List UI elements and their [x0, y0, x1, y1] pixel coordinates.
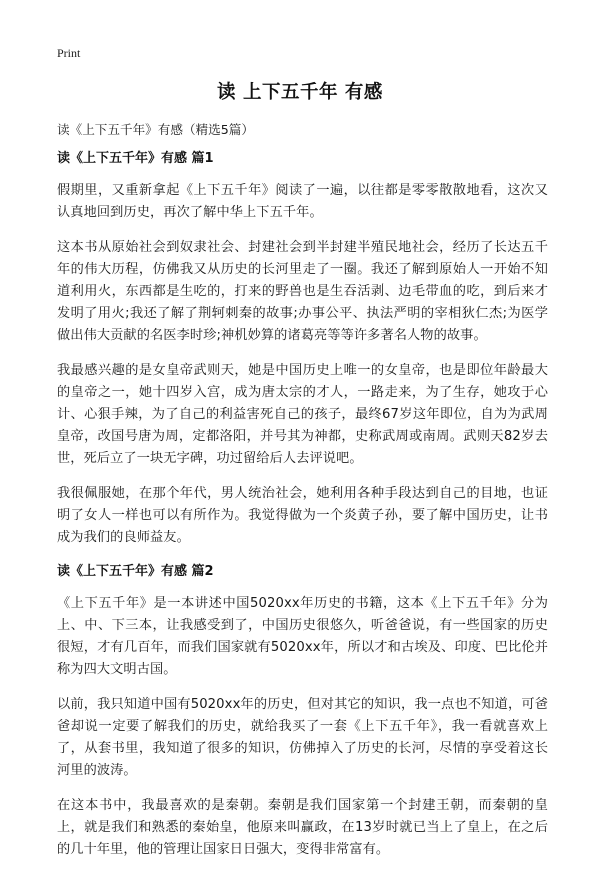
paragraph: 以前，我只知道中国有5020xx年的历史，但对其它的知识，我一点也不知道，可爸爸却说一定要了解我们的历史，就给我买了一套《上下五千年》，我一看就喜欢上了，从套书里，我知道了很多的知识，仿佛掉入了历史的长河，尽情的享受着这长河里的波涛。 — [57, 697, 548, 778]
paragraph: 我最感兴趣的是女皇帝武则天，她是中国历史上唯一的女皇帝，也是即位年龄最大的皇帝之一，她十四岁入宫，成为唐太宗的才人，一路走来，为了生存，她攻于心计、心狠手辣，为了自己的利益害死自己的孩子，最终67岁这年即位，自为为武周皇帝，改国号唐为周，定都洛阳，并号其为神都，史称武周或南周。武则天82岁去世，死后立了一块无字碑，功过留给后人去评说吧。 — [57, 363, 548, 466]
section-1 — [57, 149, 548, 549]
document-body — [57, 120, 548, 874]
paragraph: 假期里，又重新拿起《上下五千年》阅读了一遍，以往都是零零散散地看，这次又认真地回到历史，再次了解中华上下五千年。 — [57, 183, 548, 220]
paragraph: 这本书从原始社会到奴隶社会、封建社会到半封建半殖民地社会，经历了长达五千年的伟大历程，仿佛我又从历史的长河里走了一圈。我还了解到原始人一开始不知道利用火，东西都是生吃的，打来的野兽也是生吞活剥、边毛带血的吃，到后来才发明了用火;我还了解了荆轲刺秦的故事;办事公平、执法严明的宰相狄仁杰;为医学做出伟大贡献的名医李时珍;神机妙算的诸葛亮等等许多著名人物的故事。 — [57, 240, 548, 343]
paragraph: 我很佩服她，在那个年代，男人统治社会，她利用各种手段达到自己的目地，也证明了女人一样也可以有所作为。我觉得做为一个炎黄子孙，要了解中国历史，让书成为我们的良师益友。 — [57, 486, 548, 545]
paragraph: 《上下五千年》是一本讲述中国5020xx年历史的书籍，这本《上下五千年》分为上、中、下三本，让我感受到了，中国历史很悠久，听爸爸说，有一些国家的历史很短，才有几百年，而我们国家就有5020xx年，所以才和古埃及、印度、巴比伦并称为四大文明古国。 — [57, 596, 548, 677]
section-heading: 读《上下五千年》有感 篇2 — [57, 564, 214, 579]
page-title: 读 上下五千年 有感 — [217, 82, 383, 103]
print-label: Print — [57, 46, 81, 60]
section-heading: 读《上下五千年》有感 篇1 — [57, 151, 214, 166]
paragraph: 在这本书中，我最喜欢的是秦朝。秦朝是我们国家第一个封建王朝，而秦朝的皇上，就是我们和熟悉的秦始皇，他原来叫赢政，在13岁时就已当上了皇上，在之后的几十年里，他的管理让国家日日强大，变得非常富有。 — [57, 798, 548, 857]
section-2 — [57, 562, 548, 861]
document-subtitle: 读《上下五千年》有感（精选5篇） — [57, 122, 254, 137]
